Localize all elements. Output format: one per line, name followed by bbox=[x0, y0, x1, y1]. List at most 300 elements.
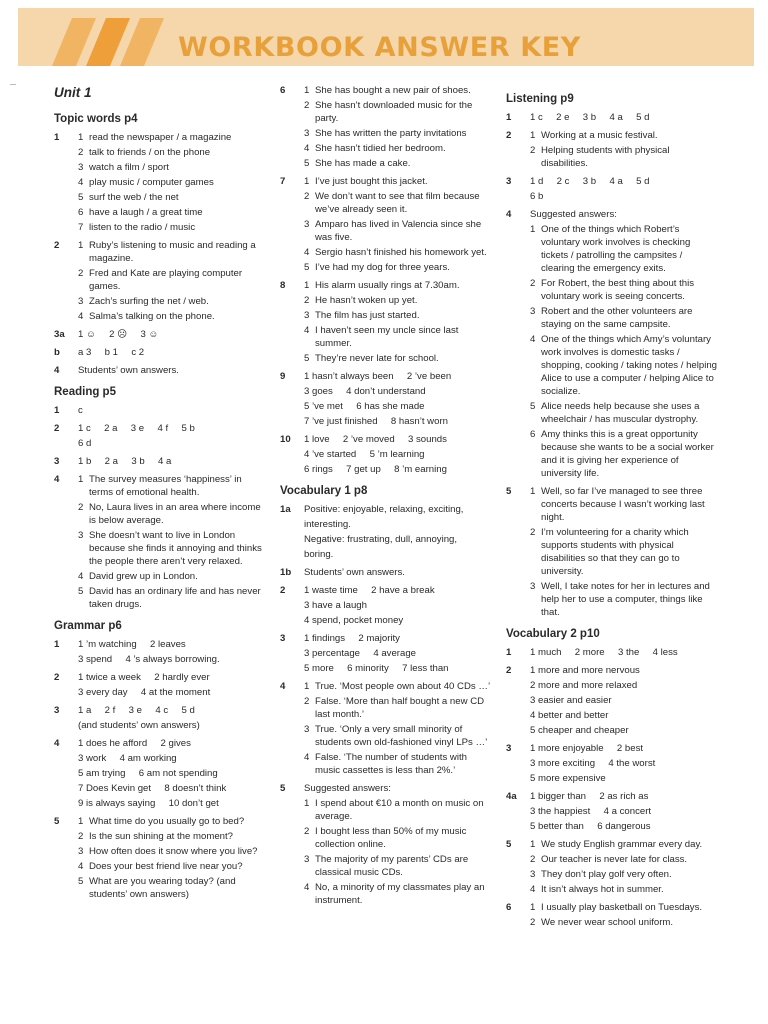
exercise-number: 4 bbox=[506, 209, 512, 220]
item-text: Well, I take notes for her in lectures and help her to use a computer, things like that. bbox=[541, 581, 710, 618]
item-text: Is the sun shining at the moment? bbox=[89, 831, 233, 842]
item-text: We don’t want to see that film because we’ve already seen it. bbox=[315, 191, 480, 215]
answer-line: Negative: frustrating, dull, annoying, bbox=[304, 534, 458, 545]
item-text: The film has just started. bbox=[315, 310, 420, 321]
unit-heading: Unit 1 bbox=[54, 85, 92, 100]
answer-item bbox=[78, 191, 264, 204]
answer-line: a 3 b 1 c 2 bbox=[78, 347, 145, 358]
exercise-number: 4a bbox=[506, 791, 517, 802]
answer-line: 5 am trying 6 am not spending bbox=[78, 768, 218, 779]
item-number: 3 bbox=[530, 306, 536, 317]
exercise-number: 3 bbox=[54, 456, 60, 467]
answer-line: 7 ’ve just finished 8 hasn’t worn bbox=[304, 416, 448, 427]
answer-item bbox=[78, 501, 264, 527]
column-2 bbox=[280, 84, 492, 912]
item-number: 4 bbox=[78, 571, 84, 582]
exercise-number: 3a bbox=[54, 329, 65, 340]
item-number: 2 bbox=[304, 696, 310, 707]
exercise bbox=[280, 279, 492, 365]
section-heading: Listening p9 bbox=[506, 93, 574, 105]
item-text: Salma’s talking on the phone. bbox=[89, 311, 215, 322]
answer-line: 6 d bbox=[78, 438, 92, 449]
exercise-number: 7 bbox=[280, 176, 286, 187]
item-number: 1 bbox=[530, 486, 536, 497]
exercise bbox=[506, 742, 718, 785]
answer-item bbox=[78, 473, 264, 499]
item-number: 4 bbox=[78, 177, 84, 188]
exercise bbox=[280, 680, 492, 777]
exercise-number: 2 bbox=[54, 672, 60, 683]
exercise-number: 4 bbox=[54, 474, 60, 485]
answer-item bbox=[304, 723, 492, 749]
exercise bbox=[280, 84, 492, 170]
exercise bbox=[280, 584, 492, 627]
answer-item bbox=[78, 830, 264, 843]
item-number: 5 bbox=[530, 401, 536, 412]
answer-line: 3 have a laugh bbox=[304, 600, 367, 611]
exercise-number: 5 bbox=[506, 486, 512, 497]
answer-item bbox=[304, 695, 492, 721]
item-text: She hasn’t tidied her bedroom. bbox=[315, 143, 446, 154]
exercise-number: 9 bbox=[280, 371, 286, 382]
item-text: Alice needs help because she uses a wheelchair / has muscular dystrophy. bbox=[541, 401, 700, 425]
item-text: I spend about €10 a month on music on average. bbox=[315, 798, 484, 822]
item-number: 4 bbox=[78, 861, 84, 872]
item-number: 4 bbox=[530, 334, 536, 345]
answer-item bbox=[78, 529, 264, 568]
item-text: She hasn’t downloaded music for the party. bbox=[315, 100, 473, 124]
exercise bbox=[506, 208, 718, 480]
answer-item bbox=[78, 221, 264, 234]
item-number: 1 bbox=[530, 130, 536, 141]
answer-line: 1 bigger than 2 as rich as bbox=[530, 791, 649, 802]
exercise bbox=[54, 737, 264, 810]
answer-line: 1 findings 2 majority bbox=[304, 633, 400, 644]
exercise bbox=[54, 131, 264, 234]
exercise bbox=[506, 901, 718, 929]
item-text: surf the web / the net bbox=[89, 192, 179, 203]
item-number: 2 bbox=[304, 100, 310, 111]
answer-line: 5 more 6 minority 7 less than bbox=[304, 663, 449, 674]
answer-line: 2 more and more relaxed bbox=[530, 680, 638, 691]
item-text: listen to the radio / music bbox=[89, 222, 196, 233]
exercise bbox=[506, 111, 718, 124]
answer-item bbox=[530, 868, 718, 881]
section-heading: Reading p5 bbox=[54, 386, 116, 398]
answer-item bbox=[530, 129, 718, 142]
column-3 bbox=[506, 84, 718, 934]
answer-line: Positive: enjoyable, relaxing, exciting, bbox=[304, 504, 464, 515]
item-text: She has made a cake. bbox=[315, 158, 411, 169]
exercise-number: 2 bbox=[54, 240, 60, 251]
item-number: 4 bbox=[304, 882, 310, 893]
answer-item bbox=[78, 570, 264, 583]
answer-line: 4 ’ve started 5 ’m learning bbox=[304, 449, 425, 460]
answer-item bbox=[304, 175, 492, 188]
answer-item bbox=[78, 267, 264, 293]
item-text: I’ve just bought this jacket. bbox=[315, 176, 428, 187]
item-number: 1 bbox=[78, 132, 84, 143]
answer-item bbox=[530, 277, 718, 303]
item-number: 3 bbox=[304, 310, 310, 321]
answer-line: 3 percentage 4 average bbox=[304, 648, 417, 659]
exercise bbox=[54, 473, 264, 611]
exercise bbox=[506, 485, 718, 619]
exercise-number: 1b bbox=[280, 567, 292, 578]
exercise-number: 1 bbox=[54, 132, 60, 143]
exercise bbox=[506, 129, 718, 170]
item-text: One of the things which Amy’s voluntary work involves is domestic tasks / shopping, cooking / taking notes / helping Alice to use a computer / helping Alice to socialize. bbox=[541, 334, 718, 397]
exercise bbox=[280, 566, 492, 579]
answer-line: c bbox=[78, 405, 83, 416]
answer-item bbox=[530, 526, 718, 578]
item-number: 2 bbox=[304, 295, 310, 306]
item-number: 4 bbox=[304, 143, 310, 154]
answer-line: 1 love 2 ’ve moved 3 sounds bbox=[304, 434, 447, 445]
answer-item bbox=[304, 853, 492, 879]
answer-line: 1 c 2 a 3 e 4 f 5 b bbox=[78, 423, 195, 434]
answer-line: 5 ’ve met 6 has she made bbox=[304, 401, 425, 412]
answer-item bbox=[304, 218, 492, 244]
item-number: 4 bbox=[304, 325, 310, 336]
item-text: True. ‘Only a very small minority of students own old-fashioned vinyl LPs …’ bbox=[315, 724, 488, 748]
answer-item bbox=[530, 305, 718, 331]
answer-line: Students’ own answers. bbox=[304, 567, 405, 578]
item-number: 1 bbox=[530, 902, 536, 913]
exercise bbox=[54, 671, 264, 699]
exercise-number: 2 bbox=[280, 585, 286, 596]
answer-line: 1 twice a week 2 hardly ever bbox=[78, 672, 210, 683]
item-number: 3 bbox=[530, 869, 536, 880]
exercise bbox=[54, 346, 264, 359]
answer-line: 1 waste time 2 have a break bbox=[304, 585, 435, 596]
item-number: 4 bbox=[304, 752, 310, 763]
item-text: How often does it snow where you live? bbox=[89, 846, 258, 857]
exercise-number: 3 bbox=[506, 743, 512, 754]
answer-line: interesting. bbox=[304, 519, 351, 530]
answer-line: 3 spend 4 ’s always borrowing. bbox=[78, 654, 220, 665]
item-text: What are you wearing today? (and students’ own answers) bbox=[89, 876, 236, 900]
answer-item bbox=[304, 751, 492, 777]
exercise bbox=[54, 404, 264, 417]
item-text: No, a minority of my classmates play an instrument. bbox=[315, 882, 485, 906]
item-text: We never wear school uniform. bbox=[541, 917, 674, 928]
answer-item bbox=[530, 838, 718, 851]
answer-item bbox=[530, 428, 718, 480]
item-text: I bought less than 50% of my music collection online. bbox=[315, 826, 467, 850]
answer-item bbox=[304, 309, 492, 322]
section-heading: Vocabulary 1 p8 bbox=[280, 485, 368, 497]
item-text: What time do you usually go to bed? bbox=[89, 816, 245, 827]
answer-line: 3 easier and easier bbox=[530, 695, 612, 706]
item-text: watch a film / sport bbox=[89, 162, 169, 173]
item-text: False. ‘More than half bought a new CD last month.’ bbox=[315, 696, 485, 720]
answer-item bbox=[304, 324, 492, 350]
exercise-number: 1 bbox=[506, 647, 512, 658]
unit-logo-icon bbox=[52, 18, 172, 66]
item-text: talk to friends / on the phone bbox=[89, 147, 211, 158]
answer-line: 6 rings 7 get up 8 ’m earning bbox=[304, 464, 447, 475]
answer-line: 1 b 2 a 3 b 4 a bbox=[78, 456, 172, 467]
item-text: play music / computer games bbox=[89, 177, 214, 188]
answer-item bbox=[78, 206, 264, 219]
exercise bbox=[54, 638, 264, 666]
item-number: 2 bbox=[530, 145, 536, 156]
exercise-number: 1 bbox=[506, 112, 512, 123]
exercise-number: 3 bbox=[280, 633, 286, 644]
answer-item bbox=[304, 680, 492, 693]
answer-item bbox=[78, 146, 264, 159]
exercise bbox=[54, 704, 264, 732]
item-number: 3 bbox=[78, 162, 84, 173]
item-text: One of the things which Robert’s voluntary work involves is checking tickets / patrolling the campsites / clearing the emergency exits. bbox=[541, 224, 691, 274]
exercise bbox=[280, 503, 492, 561]
answer-line: 5 more expensive bbox=[530, 773, 606, 784]
item-number: 7 bbox=[78, 222, 84, 233]
exercise bbox=[280, 370, 492, 428]
item-text: They don’t play golf very often. bbox=[541, 869, 672, 880]
answer-item bbox=[304, 294, 492, 307]
item-text: Robert and the other volunteers are staying on the same campsite. bbox=[541, 306, 693, 330]
item-number: 3 bbox=[304, 724, 310, 735]
exercise-number: 3 bbox=[506, 176, 512, 187]
answer-item bbox=[78, 310, 264, 323]
answer-item bbox=[304, 825, 492, 851]
exercise bbox=[54, 815, 264, 901]
answer-item bbox=[304, 797, 492, 823]
exercise bbox=[280, 782, 492, 907]
answer-line: 5 cheaper and cheaper bbox=[530, 725, 629, 736]
item-number: 6 bbox=[530, 429, 536, 440]
answer-line: boring. bbox=[304, 549, 334, 560]
answer-line: 1 does he afford 2 gives bbox=[78, 738, 191, 749]
item-number: 2 bbox=[78, 831, 84, 842]
item-text: Sergio hasn’t finished his homework yet. bbox=[315, 247, 487, 258]
item-number: 6 bbox=[78, 207, 84, 218]
exercise-number: 5 bbox=[506, 839, 512, 850]
answer-line: 9 is always saying 10 don’t get bbox=[78, 798, 219, 809]
answer-item bbox=[530, 485, 718, 524]
item-number: 1 bbox=[304, 681, 310, 692]
item-number: 4 bbox=[530, 884, 536, 895]
item-number: 2 bbox=[530, 527, 536, 538]
item-number: 1 bbox=[304, 798, 310, 809]
item-number: 2 bbox=[530, 854, 536, 865]
answer-item bbox=[78, 295, 264, 308]
exercise bbox=[280, 175, 492, 274]
answer-item bbox=[78, 585, 264, 611]
exercise-number: 4 bbox=[54, 365, 60, 376]
item-text: She doesn’t want to live in London because she finds it annoying and thinks the people there aren’t very relaxed. bbox=[89, 530, 262, 567]
exercise bbox=[280, 632, 492, 675]
exercise-number: 1a bbox=[280, 504, 291, 515]
answer-item bbox=[304, 279, 492, 292]
exercise bbox=[506, 646, 718, 659]
item-number: 1 bbox=[530, 839, 536, 850]
answer-line: 3 every day 4 at the moment bbox=[78, 687, 211, 698]
item-number: 4 bbox=[78, 311, 84, 322]
answer-item bbox=[304, 142, 492, 155]
answer-line: 6 b bbox=[530, 191, 544, 202]
item-number: 1 bbox=[304, 176, 310, 187]
answer-item bbox=[530, 400, 718, 426]
item-number: 3 bbox=[304, 854, 310, 865]
item-text: I haven’t seen my uncle since last summer. bbox=[315, 325, 459, 349]
item-text: He hasn’t woken up yet. bbox=[315, 295, 418, 306]
answer-line: 1 much 2 more 3 the 4 less bbox=[530, 647, 678, 658]
item-text: have a laugh / a great time bbox=[89, 207, 203, 218]
exercise bbox=[506, 175, 718, 203]
item-text: True. ‘Most people own about 40 CDs …’ bbox=[315, 681, 491, 692]
item-text: Zach’s surfing the net / web. bbox=[89, 296, 209, 307]
exercise-number: 4 bbox=[280, 681, 286, 692]
item-text: read the newspaper / a magazine bbox=[89, 132, 232, 143]
item-text: She has written the party invitations bbox=[315, 128, 467, 139]
item-text: Fred and Kate are playing computer games. bbox=[89, 268, 243, 292]
answer-line: 1 ☺ 2 ☹ 3 ☺ bbox=[78, 329, 159, 340]
answer-line: 3 more exciting 4 the worst bbox=[530, 758, 656, 769]
answer-line: 3 goes 4 don’t understand bbox=[304, 386, 426, 397]
answer-item bbox=[530, 901, 718, 914]
answer-item bbox=[78, 131, 264, 144]
answer-item bbox=[304, 84, 492, 97]
section-heading: Topic words p4 bbox=[54, 113, 138, 125]
item-number: 5 bbox=[304, 158, 310, 169]
exercise bbox=[54, 364, 264, 377]
exercise-number: 6 bbox=[280, 85, 286, 96]
item-number: 3 bbox=[78, 296, 84, 307]
item-number: 4 bbox=[304, 247, 310, 258]
exercise-number: 5 bbox=[280, 783, 286, 794]
item-number: 3 bbox=[304, 128, 310, 139]
item-number: 2 bbox=[78, 147, 84, 158]
item-text: I’ve had my dog for three years. bbox=[315, 262, 450, 273]
item-number: 3 bbox=[304, 219, 310, 230]
answer-line: 1 more enjoyable 2 best bbox=[530, 743, 644, 754]
exercise-number: 1 bbox=[54, 405, 60, 416]
item-text: The majority of my parents’ CDs are classical music CDs. bbox=[315, 854, 469, 878]
item-number: 3 bbox=[530, 581, 536, 592]
answer-line: 1 d 2 c 3 b 4 a 5 d bbox=[530, 176, 650, 187]
exercise bbox=[54, 328, 264, 341]
answer-item bbox=[78, 161, 264, 174]
item-text: Working at a music festival. bbox=[541, 130, 658, 141]
item-number: 1 bbox=[78, 816, 84, 827]
exercise-number: 2 bbox=[506, 665, 512, 676]
item-text: Helping students with physical disabilities. bbox=[541, 145, 670, 169]
item-text: She has bought a new pair of shoes. bbox=[315, 85, 471, 96]
exercise-number: 6 bbox=[506, 902, 512, 913]
answer-item bbox=[304, 157, 492, 170]
exercise bbox=[54, 455, 264, 468]
item-number: 2 bbox=[78, 502, 84, 513]
answer-line: 4 better and better bbox=[530, 710, 609, 721]
answer-item bbox=[78, 176, 264, 189]
item-text: Amy thinks this is a great opportunity because she wants to be a social worker and it is giving her experience of university life. bbox=[541, 429, 714, 479]
item-text: For Robert, the best thing about this voluntary work is seeing concerts. bbox=[541, 278, 695, 302]
item-number: 2 bbox=[530, 917, 536, 928]
answer-item bbox=[78, 875, 264, 901]
column-1 bbox=[54, 84, 264, 906]
exercise-number: 10 bbox=[280, 434, 291, 445]
item-text: I usually play basketball on Tuesdays. bbox=[541, 902, 703, 913]
item-number: 3 bbox=[78, 846, 84, 857]
item-number: 2 bbox=[304, 826, 310, 837]
answer-item bbox=[530, 883, 718, 896]
item-number: 5 bbox=[304, 353, 310, 364]
exercise bbox=[506, 664, 718, 737]
item-number: 5 bbox=[78, 192, 84, 203]
item-number: 2 bbox=[304, 191, 310, 202]
item-number: 2 bbox=[78, 268, 84, 279]
item-number: 5 bbox=[78, 586, 84, 597]
answer-line: 1 a 2 f 3 e 4 c 5 d bbox=[78, 705, 195, 716]
item-text: His alarm usually rings at 7.30am. bbox=[315, 280, 460, 291]
item-text: They’re never late for school. bbox=[315, 353, 439, 364]
exercise-number: 1 bbox=[54, 639, 60, 650]
item-text: Amparo has lived in Valencia since she was five. bbox=[315, 219, 482, 243]
answer-line: Students’ own answers. bbox=[78, 365, 179, 376]
answer-line: 3 the happiest 4 a concert bbox=[530, 806, 652, 817]
exercise bbox=[506, 790, 718, 833]
exercise-number: b bbox=[54, 347, 60, 358]
item-number: 1 bbox=[304, 85, 310, 96]
exercise-number: 3 bbox=[54, 705, 60, 716]
item-number: 2 bbox=[530, 278, 536, 289]
exercise-number: 8 bbox=[280, 280, 286, 291]
exercise bbox=[280, 433, 492, 476]
exercise-number: 4 bbox=[54, 738, 60, 749]
item-text: David has an ordinary life and has never taken drugs. bbox=[89, 586, 261, 610]
item-text: False. ‘The number of students with music cassettes is less than 2%.’ bbox=[315, 752, 467, 776]
answer-item bbox=[530, 853, 718, 866]
item-number: 1 bbox=[78, 240, 84, 251]
answer-item bbox=[530, 333, 718, 398]
answer-line: (and students’ own answers) bbox=[78, 720, 200, 731]
answer-item bbox=[530, 144, 718, 170]
header-banner bbox=[18, 8, 754, 66]
answer-item bbox=[530, 580, 718, 619]
item-number: 5 bbox=[304, 262, 310, 273]
answer-item bbox=[78, 239, 264, 265]
answer-line: 4 spend, pocket money bbox=[304, 615, 404, 626]
answer-item bbox=[304, 881, 492, 907]
exercise bbox=[506, 838, 718, 896]
item-number: 1 bbox=[530, 224, 536, 235]
answer-line: Suggested answers: bbox=[304, 783, 391, 794]
page-title: WORKBOOK ANSWER KEY bbox=[178, 32, 581, 63]
answer-line: Suggested answers: bbox=[530, 209, 617, 220]
margin-mark bbox=[10, 84, 16, 85]
answer-item bbox=[304, 99, 492, 125]
answer-item bbox=[530, 223, 718, 275]
answer-item bbox=[304, 261, 492, 274]
exercise-number: 2 bbox=[54, 423, 60, 434]
exercise-number: 2 bbox=[506, 130, 512, 141]
answer-line: 1 ’m watching 2 leaves bbox=[78, 639, 186, 650]
item-number: 5 bbox=[78, 876, 84, 887]
item-text: David grew up in London. bbox=[89, 571, 198, 582]
exercise bbox=[54, 422, 264, 450]
answer-item bbox=[304, 127, 492, 140]
item-text: Well, so far I’ve managed to see three concerts because I wasn’t working last night. bbox=[541, 486, 705, 523]
answer-line: 1 more and more nervous bbox=[530, 665, 640, 676]
answer-line: 1 hasn’t always been 2 ’ve been bbox=[304, 371, 452, 382]
item-text: Ruby’s listening to music and reading a magazine. bbox=[89, 240, 256, 264]
answer-item bbox=[530, 916, 718, 929]
answer-item bbox=[304, 352, 492, 365]
section-heading: Vocabulary 2 p10 bbox=[506, 628, 600, 640]
